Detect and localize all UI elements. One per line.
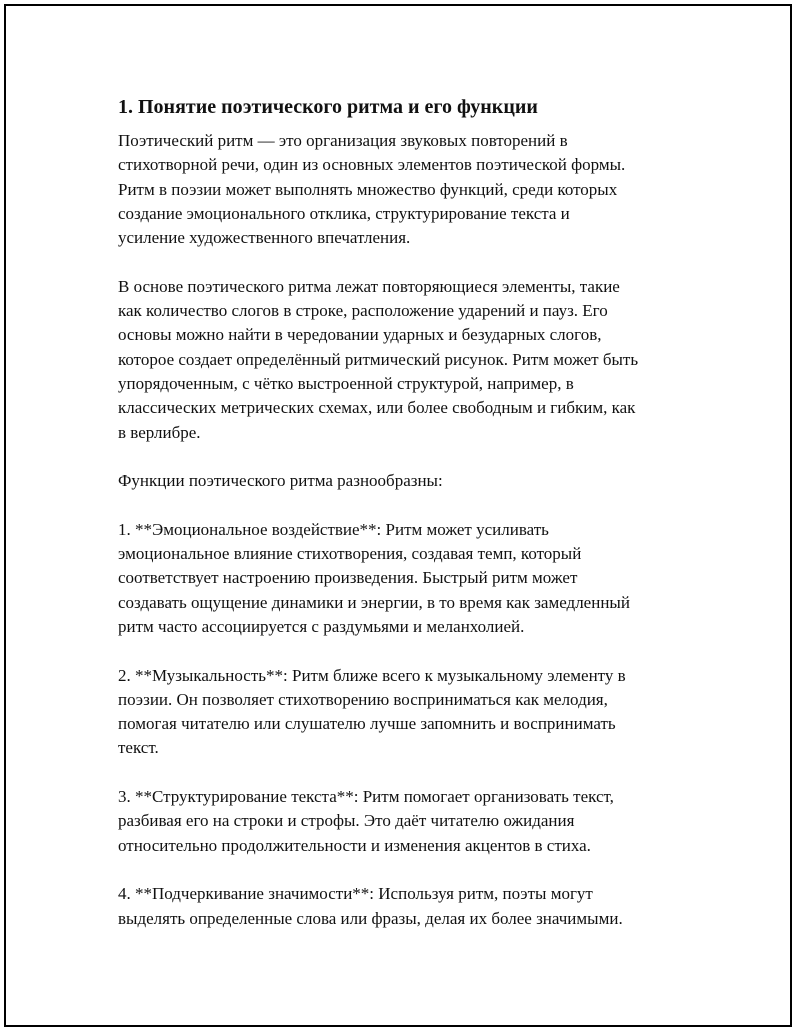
paragraph-intro: Поэтический ритм — это организация звуковых повторений в стихотворной речи, один из основных элементов поэтической формы. Ритм в поэзии может выполнять множество функций, среди которых создание эмоционального отклика, структурирование текста и усиление художественного впечатления.: [118, 131, 626, 248]
paragraph-functions-lead: Функции поэтического ритма разнообразны:: [118, 471, 443, 491]
paragraph-item-1: 1. **Эмоциональное воздействие**: Ритм может усиливать эмоциональное влияние стихотворения, создавая темп, который соответствует настроению произведения. Быстрый ритм может создавать ощущение динамики и энергии, в то время как замедленный ритм часто ассоциируется с раздумьями и меланхолией.: [118, 519, 630, 636]
paragraph-basis: В основе поэтического ритма лежат повторяющиеся элементы, такие как количество слогов в строке, расположение ударений и пауз. Его основы можно найти в чередовании ударных и безударных слогов, которое создает определённый ритмический рисунок. Ритм может быть упорядоченным, с чётко выстроенной структурой, например, в классических метрических схемах, или более свободным и гибким, как в верлибре.: [118, 276, 639, 442]
document-body: [118, 94, 698, 955]
section-heading: 1. Понятие поэтического ритма и его функции: [118, 96, 538, 118]
paragraph-item-4: 4. **Подчеркивание значимости**: Используя ритм, поэты могут выделять определенные слова или фразы, делая их более значимыми.: [118, 884, 623, 928]
paragraph-item-3: 3. **Структурирование текста**: Ритм помогает организовать текст, разбивая его на строки и строфы. Это даёт читателю ожидания относительно продолжительности и изменения акцентов в стиха.: [118, 787, 614, 855]
paragraph-item-2: 2. **Музыкальность**: Ритм ближе всего к музыкальному элементу в поэзии. Он позволяет стихотворению восприниматься как мелодия, помогая читателю или слушателю лучше запомнить и воспринимать текст.: [118, 665, 626, 758]
